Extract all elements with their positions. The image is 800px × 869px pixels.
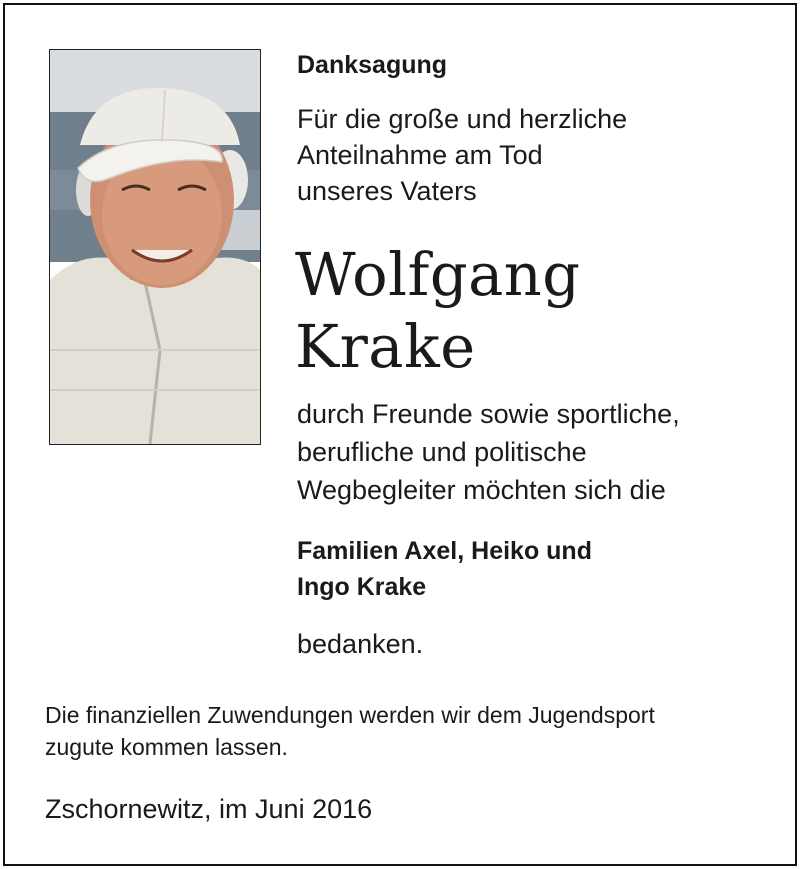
body-line: Wegbegleiter möchten sich die xyxy=(297,475,666,505)
place-and-date: Zschornewitz, im Juni 2016 xyxy=(45,794,373,824)
deceased-name xyxy=(295,239,581,383)
closing-text: bedanken. xyxy=(297,629,424,659)
note-line: zugute kommen lassen. xyxy=(45,734,288,760)
intro-line: Anteilnahme am Tod xyxy=(297,140,543,170)
portrait-photo xyxy=(49,49,261,445)
intro-line: unseres Vaters xyxy=(297,176,477,206)
deceased-first-name: Wolfgang xyxy=(295,240,581,309)
donation-note xyxy=(45,699,655,763)
body-text xyxy=(297,395,680,509)
family-line: Familien Axel, Heiko und xyxy=(297,537,592,565)
intro-text xyxy=(297,101,627,209)
note-line: Die finanziellen Zuwendungen werden wir dem Jugendsport xyxy=(45,702,655,728)
body-line: durch Freunde sowie sportliche, xyxy=(297,399,680,429)
family-line: Ingo Krake xyxy=(297,573,427,601)
family-names xyxy=(297,533,592,605)
deceased-last-name: Krake xyxy=(295,312,476,381)
intro-line: Für die große und herzliche xyxy=(297,104,628,134)
body-line: berufliche und politische xyxy=(297,437,587,467)
obituary-notice-frame xyxy=(3,3,797,866)
notice-heading: Danksagung xyxy=(297,51,448,79)
